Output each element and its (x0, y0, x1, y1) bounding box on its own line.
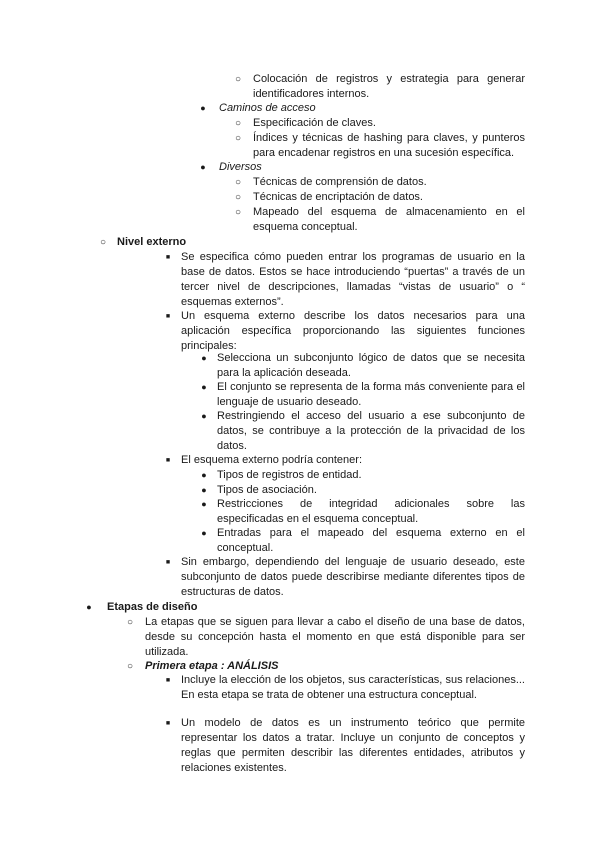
circle-bullet-icon: ○ (234, 74, 242, 85)
circle-bullet-icon: ○ (234, 207, 242, 218)
section-heading: Etapas de diseño (107, 601, 198, 613)
circle-bullet-icon: ○ (234, 118, 242, 129)
circle-bullet-icon: ○ (126, 661, 134, 672)
square-bullet-icon: ■ (165, 677, 171, 684)
list-item: Restringiendo el acceso del usuario a ese subconjunto de datos, se contribuye a la protección de la privacidad de los datos. (217, 410, 525, 452)
square-bullet-icon: ■ (165, 457, 171, 464)
list-item: Restricciones de integridad adicionales sobre las especificadas en el esquema conceptual. (217, 498, 525, 525)
list-item: Tipos de asociación. (217, 484, 317, 496)
disc-bullet-icon: ● (201, 528, 207, 538)
disc-bullet-icon: ● (201, 353, 207, 363)
square-bullet-icon: ■ (165, 254, 171, 261)
disc-bullet-icon: ● (201, 470, 207, 480)
list-item: Un modelo de datos es un instrumento teórico que permite representar los datos a tratar. Incluye un conjunto de conceptos y reglas que permiten describir las diferentes entidades, atributos y relaciones existentes. (181, 717, 525, 774)
list-item: Técnicas de encriptación de datos. (253, 191, 423, 203)
circle-bullet-icon: ○ (234, 192, 242, 203)
list-item: Especificación de claves. (253, 117, 376, 129)
disc-bullet-icon: ● (201, 382, 207, 392)
disc-bullet-icon: ● (201, 485, 207, 495)
list-item: Selecciona un subconjunto lógico de datos que se necesita para la aplicación deseada. (217, 352, 525, 379)
list-item: El conjunto se representa de la forma más conveniente para el lenguaje de usuario deseado. (217, 381, 525, 408)
list-item: La etapas que se siguen para llevar a cabo el diseño de una base de datos, desde su concepción hasta el momento en que está disponible para ser utilizada. (145, 616, 525, 658)
disc-bullet-icon: ● (201, 411, 207, 421)
list-item: El esquema externo podría contener: (181, 454, 363, 466)
list-item: Sin embargo, dependiendo del lenguaje de usuario deseado, este subconjunto de datos puede describirse mediante diferentes tipos de estructuras de datos. (181, 556, 525, 598)
list-item: Tipos de registros de entidad. (217, 469, 362, 481)
subsection-heading: Primera etapa : ANÁLISIS (145, 660, 279, 672)
list-item: Caminos de acceso (219, 102, 316, 114)
list-item: Colocación de registros y estrategia para generar identificadores internos. (253, 73, 525, 100)
square-bullet-icon: ■ (165, 559, 171, 566)
disc-bullet-icon: ● (200, 162, 206, 172)
list-item: Se especifica cómo pueden entrar los programas de usuario en la base de datos. Estos se hace introduciendo “puertas” a través de un tercer nivel de descripciones, llamadas “vistas de usuario” o “ esquemas externos”. (181, 251, 525, 308)
list-item: Mapeado del esquema de almacenamiento en el esquema conceptual. (253, 206, 525, 233)
disc-bullet-icon: ● (200, 103, 206, 113)
disc-bullet-icon: ● (201, 499, 207, 509)
circle-bullet-icon: ○ (234, 133, 242, 144)
square-bullet-icon: ■ (165, 313, 171, 320)
disc-bullet-icon: ● (86, 602, 92, 612)
circle-bullet-icon: ○ (234, 177, 242, 188)
list-item: Entradas para el mapeado del esquema externo en el conceptual. (217, 527, 525, 554)
list-item: Técnicas de comprensión de datos. (253, 176, 427, 188)
circle-bullet-icon: ○ (126, 617, 134, 628)
section-heading: Nivel externo (117, 236, 187, 248)
list-item: Índices y técnicas de hashing para claves, y punteros para encadenar registros en una sucesión específica. (253, 132, 525, 159)
list-item: Diversos (219, 161, 262, 173)
list-item: Un esquema externo describe los datos necesarios para una aplicación específica proporcionando las siguientes funciones principales: (181, 310, 525, 352)
circle-bullet-icon: ○ (99, 237, 107, 248)
list-item: Incluye la elección de los objetos, sus características, sus relaciones... En esta etapa se trata de obtener una estructura conceptual. (181, 674, 525, 701)
square-bullet-icon: ■ (165, 720, 171, 727)
